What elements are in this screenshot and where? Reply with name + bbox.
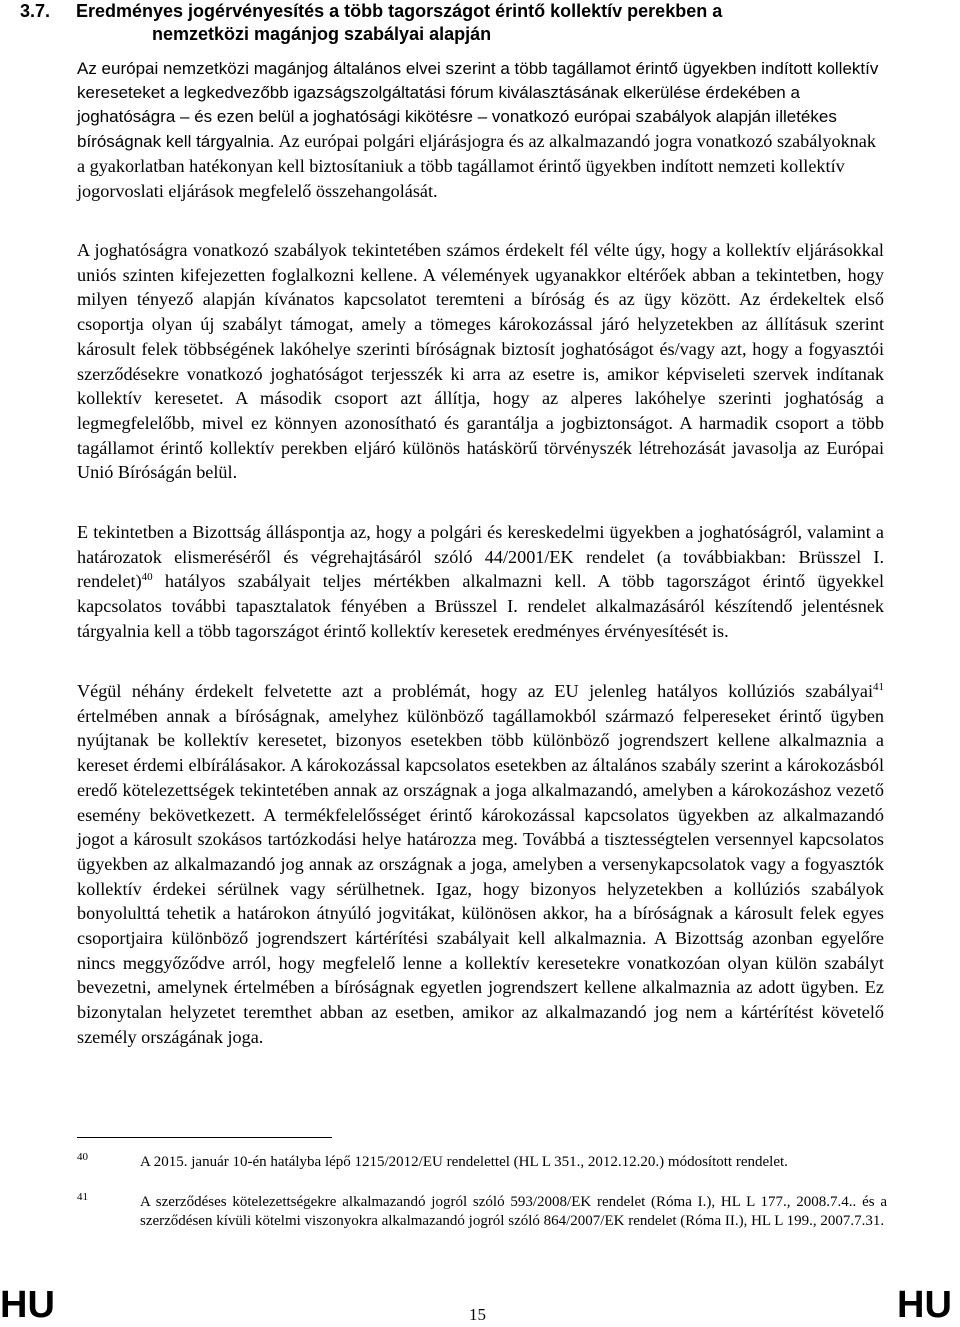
paragraph-3 — [77, 520, 884, 644]
paragraph-3-text-a: E tekintetben a Bizottság álláspontja az, hogy a polgári és kereskedelmi ügyekben a joghatóságról, valamint a határozatok elismeréséről és végrehajtásáról szóló 44/2001/EK rendelet (a továbbiakban: Brüsszel I. rendelet) — [77, 522, 884, 592]
footnote-text: A szerződéses kötelezettségekre alkalmazandó jogról szóló 593/2008/EK rendelet (Róma I.), HL L 177., 2008.7.4.. és a szerződésen kívüli kötelmi viszonyokra alkalmazandó jogról szóló 864/2007/EK rendelet (Róma II.), HL L 199., 2007.7.31. — [140, 1194, 887, 1229]
footnote-40 — [77, 1153, 887, 1172]
paragraph-3-text-b: hatályos szabályait teljes mértékben alkalmazni kell. A több tagországot érintő ügyekkel kapcsolatos további tapasztalatok fényében a Brüsszel I. rendelet alkalmazásáról készítendő jelentésnek tárgyalnia kell a több tagországot érintő kollektív keresetek eredményes érvényesítését is. — [77, 571, 884, 641]
footnote-divider — [77, 1137, 332, 1138]
section-title-line-2: nemzetközi magánjog szabályai alapján — [152, 24, 492, 44]
footnote-text: A 2015. január 10-én hatályba lépő 1215/2012/EU rendelettel (HL L 351., 2012.12.20.) módosított rendelet. — [140, 1154, 788, 1170]
page-number: 15 — [469, 1305, 486, 1324]
footnote-number: 40 — [77, 1151, 88, 1163]
language-code-right: HU — [897, 1284, 952, 1326]
paragraph-1-sans-text: Az európai nemzetközi magánjog általános elvei szerint a több tagállamot érintő ügyekben indított kollektív kereseteket a legkedvezőbb igazságszolgáltatási fórum kiválasztásának elkerülése érdekében a joghatóságra – és ezen belül a joghatósági kikötésre – vonatkozó európai szabályok alapján illetékes bíróságnak kell tárgyalnia. — [77, 59, 879, 151]
paragraph-4 — [77, 679, 884, 1050]
paragraph-1-serif-text: Az európai polgári eljárásjogra és az alkalmazandó jogra vonatkozó szabályoknak a gyakorlatban hatékonyan kell biztosítaniuk a több tagállamot érintő ügyekben indított nemzeti kollektív jogorvoslati eljárások megfelelő összehangolását. — [77, 131, 876, 201]
language-code-left: HU — [0, 1284, 55, 1326]
paragraph-4-text-b: értelmében annak a bíróságnak, amelyhez különböző tagállamokból származó felpereseket érintő ügyben nyújtanak be kollektív keresetet, bizonyos esetekben több különböző jogrendszert kellene alkalmaznia a kereset érdemi elbírálásakor. A károkozással kapcsolatos esetekben az általános szabály szerint a károkozásból eredő kötelezettségek tekintetében annak az országnak a joga alkalmazandó, amelyben a károkozáshoz vezető esemény bekövetkezett. A termékfelelősséget érintő károkozással kapcsolatos ügyekben az alkalmazandó jogot a károsult szokásos tartózkodási helye határozza meg. Továbbá a tisztességtelen versennyel kapcsolatos ügyekben az alkalmazandó jog annak az országnak a joga, amelyben a versenykapcsolatok vagy a fogyasztók kollektív érdekei sérülnek vagy sérülhetnek. Igaz, hogy bizonyos helyzetekben a kollúziós szabályok bonyolulttá tehetik a határokon átnyúló jogvitákat, különösen akkor, ha a bíróságnak a károsult felek egyes csoportjaira különböző jogrendszert kártérítési szabályait kell alkalmaznia. A Bizottság azonban egyelőre nincs meggyőződve arról, hogy megfelelő lenne a kollektív keresetekre vonatkozóan olyan külön szabályt bevezetni, amelynek értelmében a bíróságnak egyetlen jogrendszert kellene alkalmaznia az adott ügyben. Ez bizonytalan helyzetet teremthet abban az esetben, amikor az alkalmazandó jog nem a kártérítést követelő személy országának joga. — [77, 705, 884, 1047]
footnote-ref-40[interactable]: 40 — [141, 571, 153, 584]
footnote-41 — [77, 1193, 887, 1231]
footnote-ref-41[interactable]: 41 — [873, 680, 884, 693]
paragraph-1 — [77, 57, 884, 203]
section-title-line-1: Eredményes jogérvényesítés a több tagországot érintő kollektív perekben a — [76, 1, 723, 21]
section-number: 3.7. — [20, 1, 51, 21]
section-heading — [20, 0, 890, 46]
paragraph-4-text-a: Végül néhány érdekelt felvetette azt a problémát, hogy az EU jelenleg hatályos kollúziós szabályai — [77, 681, 873, 701]
paragraph-2: A joghatóságra vonatkozó szabályok tekintetében számos érdekelt fél vélte úgy, hogy a kollektív eljárásokkal uniós szinten kifejezetten foglalkozni kellene. A vélemények ugyanakkor eltérőek abban a tekintetben, hogy milyen tényező alapján kívánatos kapcsolatot teremteni a bíróság és az ügy között. Az érdekeltek első csoportja olyan új szabályt támogat, amely a tömeges károkozással járó helyzetekben az állításuk szerint károsult felek többségének lakóhelye szerinti bíróságnak biztosít joghatóságot és/vagy azt, hogy a fogyasztói szerződésekre vonatkozó joghatóságot terjesszék ki arra az esetre is, amikor képviseleti szervek indítanak kollektív keresetet. A második csoport azt állítja, hogy az alperes lakóhelye szerinti joghatóság a legmegfelelőbb, mivel ez könnyen azonosítható és garantálja a jogbiztonságot. A harmadik csoport a több tagállamot érintő kollektív perekben eljáró különös hatáskörű törvényszék létrehozását javasolja az Európai Unió Bíróságán belül. — [77, 240, 884, 483]
footnote-number: 41 — [77, 1191, 88, 1203]
